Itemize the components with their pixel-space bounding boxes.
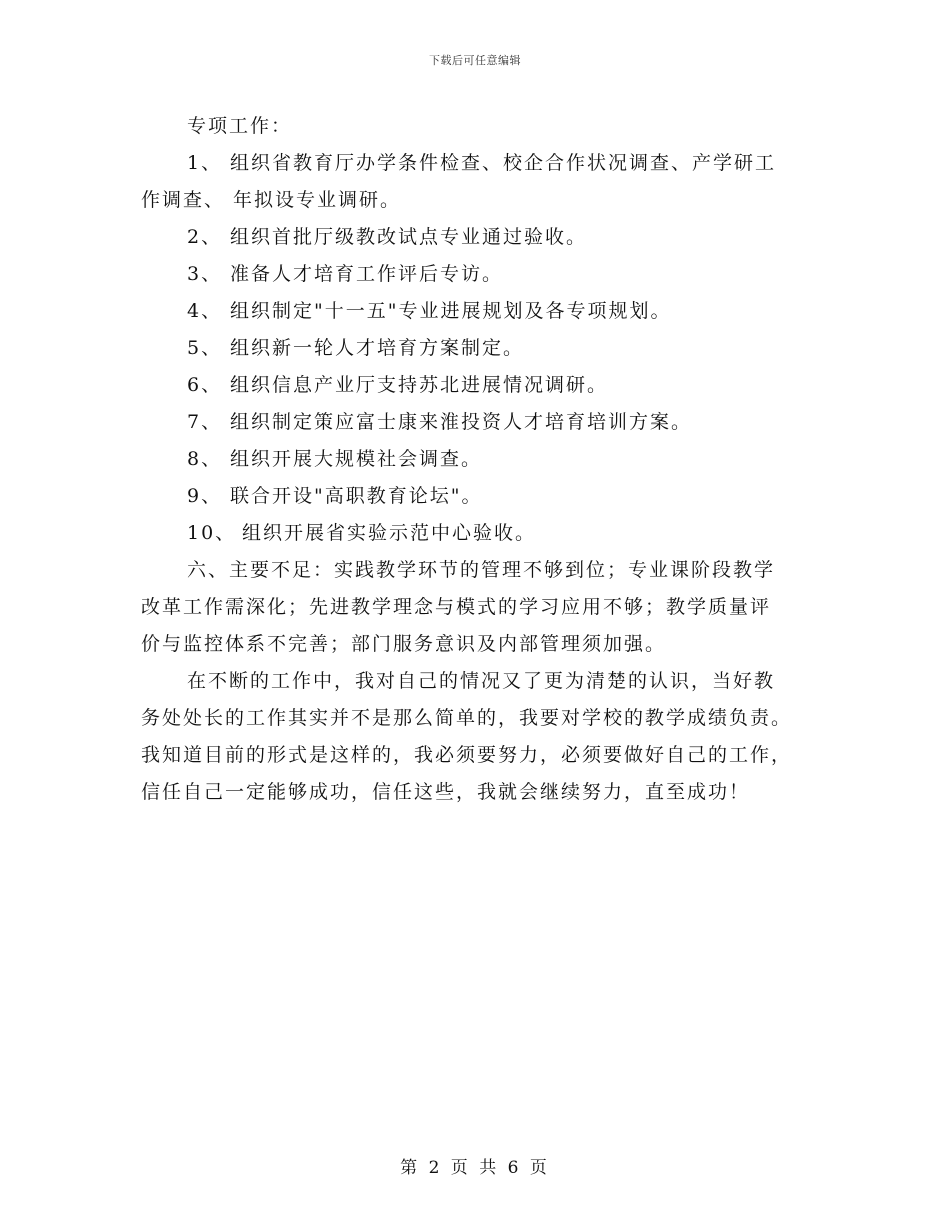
item-number: 9、: [187, 485, 223, 507]
item-number: 3、: [187, 263, 223, 285]
list-item: [141, 367, 809, 404]
item-number: 1、: [187, 152, 223, 174]
item-text: 组织信息产业厅支持苏北进展情况调研。: [230, 374, 609, 396]
list-item: [141, 330, 809, 367]
conclusion-paragraph-line: 在不断的工作中，我对自己的情况又了更为清楚的认识，当好教: [187, 670, 776, 692]
item-number: 10、: [187, 522, 237, 544]
item-text: 组织开展大规模社会调查。: [230, 448, 483, 470]
item-text: 组织开展省实验示范中心验收。: [242, 522, 537, 544]
list-item: [141, 145, 809, 182]
page-header: 下载后可任意编辑: [429, 54, 521, 67]
document-body: [141, 108, 809, 811]
item-number: 2、: [187, 226, 223, 248]
list-item: [141, 219, 809, 256]
section-title: 专项工作：: [187, 115, 293, 137]
item-text: 组织新一轮人才培育方案制定。: [230, 337, 525, 359]
shortcomings-paragraph-line: 六、主要不足：实践教学环节的管理不够到位；专业课阶段教学: [187, 559, 776, 581]
item-text: 联合开设"高职教育论坛"。: [230, 485, 483, 507]
item-text: 组织省教育厅办学条件检查、校企合作状况调查、产学研工: [230, 152, 777, 174]
list-item: [141, 478, 809, 515]
list-item: [141, 404, 809, 441]
item-number: 6、: [187, 374, 223, 396]
item-text: 组织首批厅级教改试点专业通过验收。: [230, 226, 588, 248]
shortcomings-paragraph-line: 价与监控体系不完善；部门服务意识及内部管理须加强。: [141, 633, 667, 655]
item-text: 组织制定策应富士康来淮投资人才培育培训方案。: [230, 411, 693, 433]
list-item-continuation: [141, 182, 809, 219]
list-item: [141, 256, 809, 293]
conclusion-paragraph-line: 信任自己一定能够成功，信任这些，我就会继续努力，直至成功！: [141, 781, 751, 803]
item-text: 准备人才培育工作评后专访。: [230, 263, 504, 285]
shortcomings-paragraph-line: 改革工作需深化；先进教学理念与模式的学习应用不够；教学质量评: [141, 596, 772, 618]
item-number: 8、: [187, 448, 223, 470]
page-number-footer: 第 2 页 共 6 页: [400, 1158, 550, 1178]
item-number: 4、: [187, 300, 223, 322]
list-item: [141, 293, 809, 330]
conclusion-paragraph-line: 我知道目前的形式是这样的，我必须要努力，必须要做好自己的工作，: [141, 744, 793, 766]
item-number: 7、: [187, 411, 223, 433]
item-text: 组织制定"十一五"专业进展规划及各专项规划。: [230, 300, 672, 322]
list-item: [141, 441, 809, 478]
list-item: [141, 515, 809, 552]
item-number: 5、: [187, 337, 223, 359]
item-text: 作调查、 年拟设专业调研。: [141, 189, 402, 211]
conclusion-paragraph-line: 务处处长的工作其实并不是那么简单的，我要对学校的教学成绩负责。: [141, 707, 793, 729]
